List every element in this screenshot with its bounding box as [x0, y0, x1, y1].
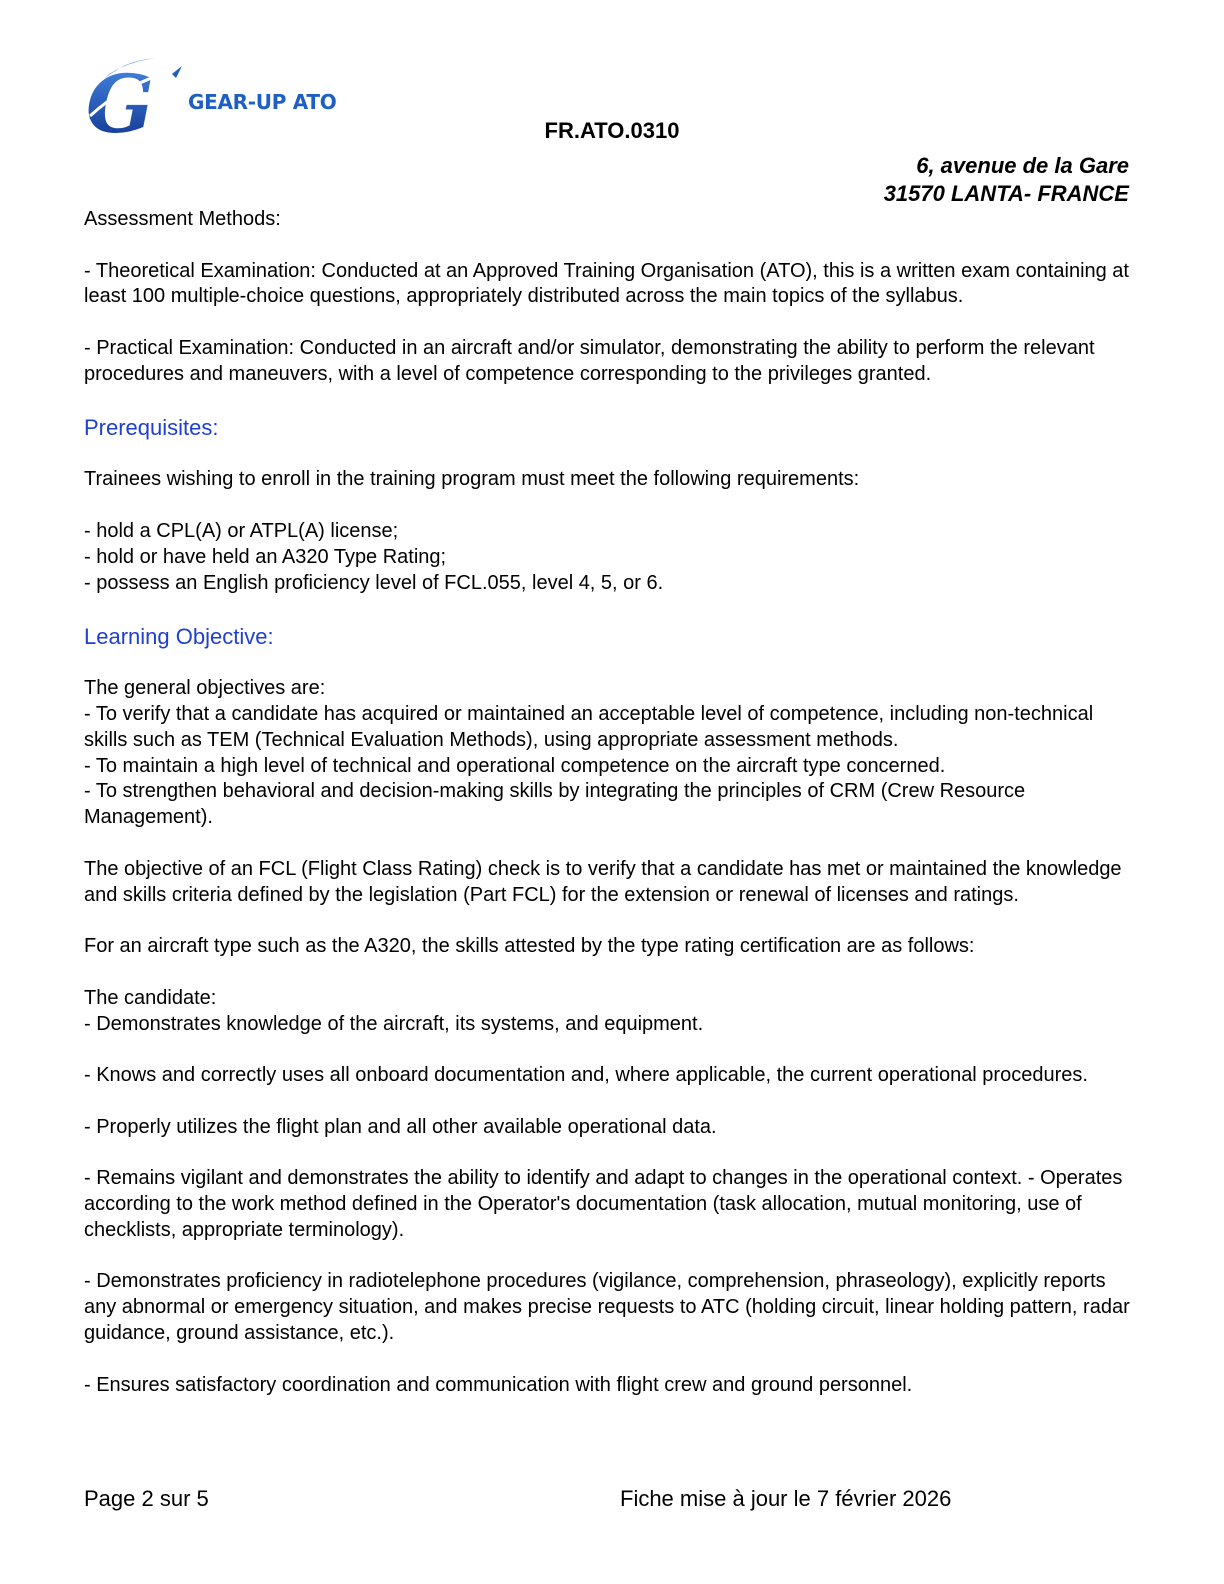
prerequisites-heading: Prerequisites: — [84, 415, 219, 441]
practical-exam: - Practical Examination: Conducted in an aircraft and/or simulator, demonstrating the ability to perform the relevant procedures and maneuvers, with a level of competence corresponding to the privileges granted. — [84, 336, 1095, 385]
assessment-title: Assessment Methods: — [84, 208, 281, 230]
objectives-intro: The general objectives are: — [84, 677, 326, 700]
learning-heading: Learning Objective: — [84, 624, 274, 650]
list-item: - possess an English proficiency level of FCL.055, level 4, 5, or 6. — [84, 571, 664, 594]
list-item: - Remains vigilant and demonstrates the ability to identify and adapt to changes in the operational context. - Operates according to the work method defined in the Operator's documentation (task allocation, mutual monitoring, use of checklists, appropriate terminology). — [84, 1167, 1123, 1241]
address-street: 6, avenue de la Gare — [916, 153, 1129, 178]
list-item: - hold a CPL(A) or ATPL(A) license; — [84, 519, 399, 542]
update-date: Fiche mise à jour le 7 février 2026 — [620, 1486, 952, 1511]
list-item: - Demonstrates proficiency in radiotelephone procedures (vigilance, comprehension, phraseology), explicitly reports any abnormal or emergency situation, and makes precise requests to ATC (holding circuit, linear holding pattern, radar guidance, ground assistance, etc.). — [84, 1270, 1130, 1345]
prerequisites-intro: Trainees wishing to enroll in the training program must meet the following requirements: — [84, 468, 860, 491]
list-item: - To strengthen behavioral and decision-making skills by integrating the principles of CRM (Crew Resource Management). — [84, 780, 1026, 829]
document-body — [84, 207, 1134, 1398]
list-item: - Properly utilizes the flight plan and all other available operational data. — [84, 1115, 717, 1138]
page-number: Page 2 sur 5 — [84, 1486, 209, 1511]
fcl-paragraph: The objective of an FCL (Flight Class Rating) check is to verify that a candidate has met or maintained the knowledge and skills criteria defined by the legislation (Part FCL) for the extension or renewal of licenses and ratings. — [84, 857, 1122, 906]
general-objectives — [84, 676, 1134, 831]
list-item: - Knows and correctly uses all onboard documentation and, where applicable, the current operational procedures. — [84, 1064, 1088, 1087]
list-item: - hold or have held an A320 Type Rating; — [84, 545, 447, 568]
document-reference: FR.ATO.0310 — [544, 118, 680, 143]
address — [884, 152, 1129, 208]
prerequisites-list — [84, 519, 1134, 596]
list-item: - To verify that a candidate has acquired or maintained an acceptable level of competence, including non-technical skills such as TEM (Technical Evaluation Methods), using appropriate assessment methods. — [84, 702, 1094, 751]
logo-text: GEAR-UP ATO — [188, 90, 337, 114]
a320-paragraph: For an aircraft type such as the A320, the skills attested by the type rating certification are as follows: — [84, 935, 975, 958]
candidate-block — [84, 986, 1134, 1038]
candidate-label: The candidate: — [84, 986, 217, 1009]
address-city: 31570 LANTA- FRANCE — [883, 181, 1129, 206]
list-item: - To maintain a high level of technical and operational competence on the aircraft type concerned. — [84, 754, 946, 777]
list-item: - Demonstrates knowledge of the aircraft, its systems, and equipment. — [84, 1012, 704, 1035]
svg-text:G: G — [86, 57, 155, 138]
list-item: - Ensures satisfactory coordination and communication with flight crew and ground personnel. — [84, 1373, 913, 1396]
theoretical-exam: - Theoretical Examination: Conducted at an Approved Training Organisation (ATO), this is a written exam containing at least 100 multiple-choice questions, appropriately distributed across the main topics of the syllabus. — [84, 259, 1129, 308]
